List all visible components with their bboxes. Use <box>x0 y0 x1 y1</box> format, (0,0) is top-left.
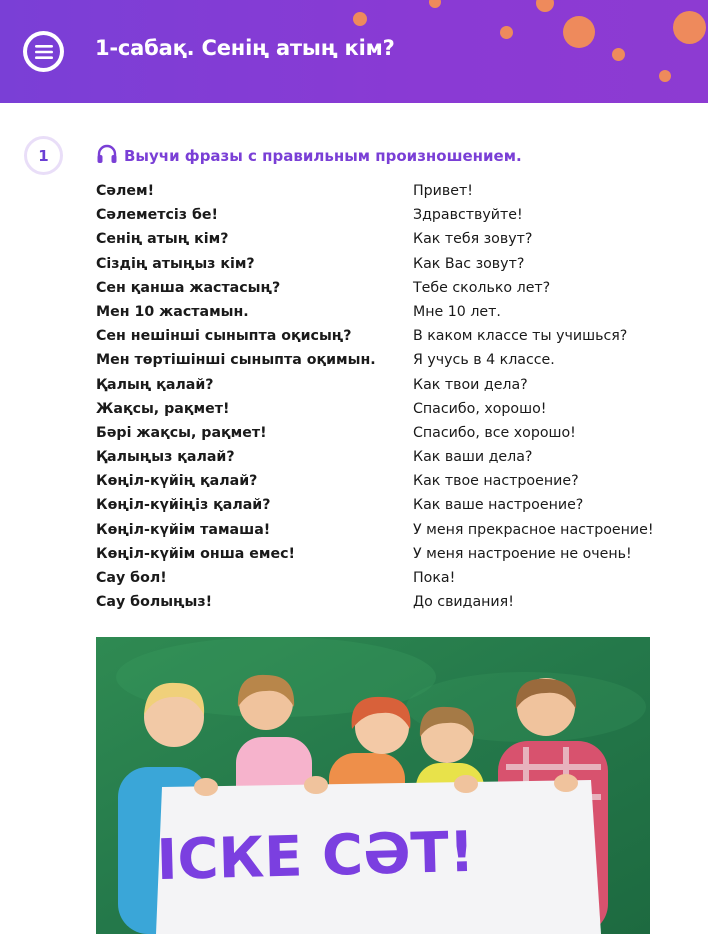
sign-lettering <box>156 820 475 893</box>
headphones-icon[interactable] <box>96 144 118 168</box>
phrase-ru: Как ваше настроение? <box>413 497 584 514</box>
phrase-kz: Мен төртішінші сыныпта оқимын. <box>96 352 376 369</box>
phrase-ru: Пока! <box>413 570 456 586</box>
phrase-kz: Бәрі жақсы, рақмет! <box>96 424 267 441</box>
phrase-ru: Тебе сколько лет? <box>413 279 551 296</box>
phrase-kz: Қалыңыз қалай? <box>96 449 235 466</box>
phrase-ru: Спасибо, все хорошо! <box>413 424 576 441</box>
phrase-ru: Я учусь в 4 классе. <box>413 352 555 369</box>
phrase-kz: Сен қанша жастасың? <box>96 279 281 296</box>
decor-dot <box>500 26 513 39</box>
decor-dot <box>612 48 625 61</box>
menu-icon <box>27 35 60 68</box>
phrase-kz: Көңіл-күйіңіз қалай? <box>96 497 271 514</box>
phrase-kz: Сен нешінші сыныпта оқисың? <box>96 328 352 345</box>
sign-text: ІСКЕ СӘТ! <box>155 819 476 894</box>
phrase-kz: Сіздің атыңыз кім? <box>96 255 255 272</box>
phrase-kz: Сәлем! <box>96 183 155 199</box>
phrase-ru: Здравствуйте! <box>413 207 523 224</box>
phrase-kz: Сәлеметсіз бе! <box>96 207 218 224</box>
phrase-ru: У меня настроение не очень! <box>413 545 632 562</box>
phrase-ru: Мне 10 лет. <box>413 303 501 320</box>
phrase-kz: Мен 10 жастамын. <box>96 303 249 320</box>
phrase-ru: Как твое настроение? <box>413 473 579 490</box>
instruction-text: Выучи фразы с правильным произношением. <box>124 147 522 165</box>
phrase-kz: Қалың қалай? <box>96 376 214 393</box>
decor-dot <box>353 12 367 26</box>
phrase-ru: Спасибо, хорошо! <box>413 400 547 417</box>
phrase-ru: Привет! <box>413 183 473 199</box>
phrase-ru: До свидания! <box>413 594 514 611</box>
decor-dot <box>536 0 554 12</box>
page-title: 1-сабақ. Сенің атың кім? <box>95 36 395 60</box>
phrase-kz: Сау бол! <box>96 570 167 586</box>
decor-dot <box>659 70 671 82</box>
phrase-kz: Сау болыңыз! <box>96 594 213 611</box>
kids-photo <box>96 637 650 934</box>
phrase-ru: Как Вас зовут? <box>413 255 525 272</box>
phrase-ru: У меня прекрасное настроение! <box>413 521 654 538</box>
phrase-ru: Как тебя зовут? <box>413 231 533 248</box>
menu-button[interactable] <box>23 31 64 72</box>
phrase-kz: Сенің атың кім? <box>96 231 229 248</box>
phrase-kz: Көңіл-күйің қалай? <box>96 473 258 490</box>
header-bar <box>0 0 708 103</box>
decor-dot <box>563 16 595 48</box>
phrase-ru: Как ваши дела? <box>413 449 533 466</box>
phrase-ru: В каком классе ты учишься? <box>413 328 628 345</box>
task-instruction <box>96 144 522 168</box>
decor-dot <box>429 0 441 8</box>
decor-dot <box>673 11 706 44</box>
phrase-kz: Көңіл-күйім онша емес! <box>96 545 296 562</box>
phrase-ru: Как твои дела? <box>413 376 528 393</box>
phrase-kz: Жақсы, рақмет! <box>96 400 230 417</box>
task-number: 1 <box>24 136 63 175</box>
phrase-kz: Көңіл-күйім тамаша! <box>96 521 271 538</box>
